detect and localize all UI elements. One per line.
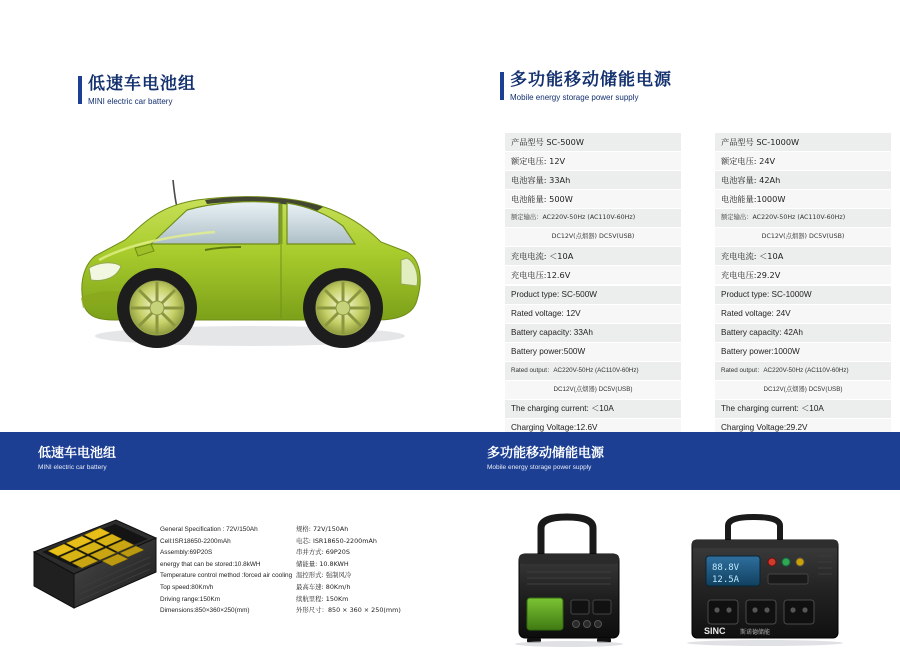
spec-row: 额定输出：AC220V-50Hz (AC110V-60Hz) [715,209,891,228]
spec-row: DC12V(点烟器) DC5V(USB) [505,381,681,400]
spec-table-en-1000w [715,286,891,438]
spec-line: 电芯: ISR18650-2200mAh [296,536,377,545]
bottom-spec-english [160,524,293,617]
band-title-cn-right: 多功能移动储能电源 [487,445,605,460]
spec-row: Charging Voltage:29.2V [715,419,891,438]
spec-row: Battery power:1000W [715,343,891,362]
spec-row: DC12V(点烟器) DC5V(USB) [715,381,891,400]
spec-table-en-500w [505,286,681,438]
spec-row: 额定电压: 12V [505,152,681,171]
spec-line: 温控形式: 强制风冷 [296,571,352,580]
spec-line: Assembly:69P20S [160,549,213,557]
section-title-cn-right: 多功能移动储能电源 [510,70,672,89]
section-title-en-right: Mobile energy storage power supply [510,93,639,102]
spec-row: DC12V(点烟器) DC5V(USB) [715,228,891,247]
spec-line: Temperature control method :forced air cooling [160,572,293,580]
spec-row: 电池容量: 42Ah [715,171,891,190]
spec-line: Dimensions:850×360×250(mm) [160,607,250,615]
svg-text:88.8V: 88.8V [712,563,740,573]
spec-row: 产品型号 SC-1000W [715,133,891,152]
spec-row: 电池能量:1000W [715,190,891,209]
energy-storage-unit-image [672,512,852,644]
spec-line: 储能量: 10.8KWH [296,559,349,568]
spec-row: 电池容量: 33Ah [505,171,681,190]
band-heading-left [38,445,116,473]
spec-line: General Specification : 72V/150Ah [160,526,258,533]
spec-line: energy that can be stored:10.8kWH [160,560,261,568]
section-heading-battery [78,74,338,108]
band-title-en-left: MINI electric car battery [38,464,107,471]
spec-row: 充电电流: ＜10A [715,247,891,266]
blue-section-band [0,432,900,490]
spec-line: 最高车速: 80Km/h [296,582,351,591]
spec-row: 额定电压: 24V [715,152,891,171]
spec-row: DC12V(点烟器) DC5V(USB) [505,228,681,247]
mini-electric-car-image [55,140,445,360]
spec-row: Battery capacity: 42Ah [715,324,891,343]
spec-line: 串并方式: 69P20S [296,548,350,557]
svg-text:12.5A: 12.5A [712,575,740,585]
spec-row: Battery capacity: 33Ah [505,324,681,343]
spec-row: 电池能量: 500W [505,190,681,209]
spec-line: 外形尺寸：850 × 360 × 250(mm) [296,606,401,615]
spec-line: 规格: 72V/150Ah [296,525,349,533]
section-title-en: MINI electric car battery [88,97,173,106]
spec-line: 续航里程: 150Km [296,594,349,603]
spec-row: Product type: SC-500W [505,286,681,305]
spec-row: 充电电压:12.6V [505,266,681,285]
spec-row: Rated voltage: 24V [715,305,891,324]
spec-row: Rated output：AC220V-50Hz (AC110V-60Hz) [715,362,891,381]
spec-row: Rated voltage: 12V [505,305,681,324]
battery-pack-image [30,512,148,620]
bottom-spec-chinese [296,524,416,617]
spec-row: Battery power:500W [505,343,681,362]
spec-row: 充电电压:29.2V [715,266,891,285]
band-heading-right [487,445,604,473]
spec-row: 充电电流: ＜10A [505,247,681,266]
band-title-en-right: Mobile energy storage power supply [487,464,592,471]
spec-table-cn-500w [505,133,681,285]
section-heading-power-supply [500,70,830,104]
spec-row: Charging Voltage:12.6V [505,419,681,438]
section-title-cn: 低速车电池组 [88,74,196,93]
spec-line: Top speed:80Km/h [160,583,214,591]
spec-line: Driving range:150Km [160,595,221,603]
spec-row: 产品型号 SC-500W [505,133,681,152]
portable-power-station-image [505,512,627,644]
spec-line: Cell:ISR18650-2200mAh [160,537,231,545]
spec-row: Rated output：AC220V-50Hz (AC110V-60Hz) [505,362,681,381]
band-title-cn-left: 低速车电池组 [38,445,117,460]
spec-row: The charging current: ＜10A [715,400,891,419]
brand-sublabel: 斯诺德储能 [740,629,771,636]
brand-label: SINC [704,626,726,636]
spec-row: The charging current: ＜10A [505,400,681,419]
spec-row: 额定输出：AC220V-50Hz (AC110V-60Hz) [505,209,681,228]
spec-table-cn-1000w [715,133,891,285]
spec-row: Product type: SC-1000W [715,286,891,305]
